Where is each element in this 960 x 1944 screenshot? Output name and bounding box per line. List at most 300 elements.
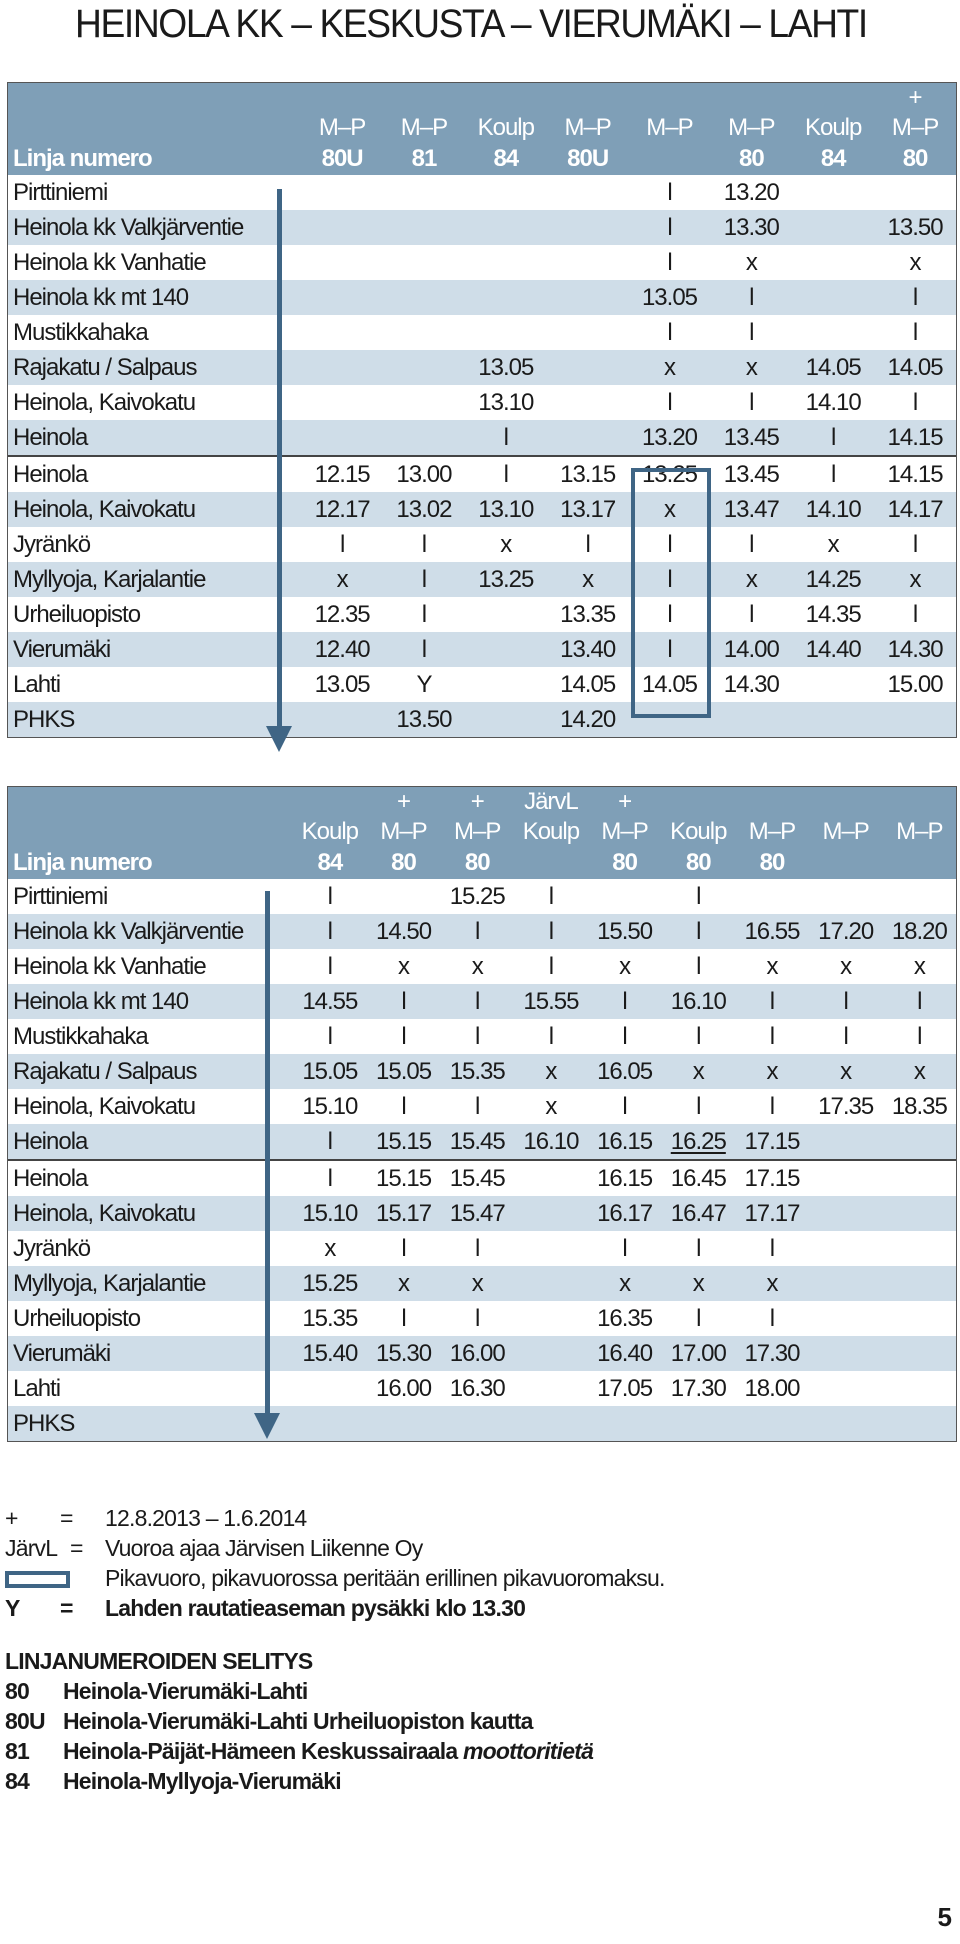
stop-name: Urheiluopisto [13, 1304, 141, 1332]
departure-time: l [696, 1022, 701, 1050]
timetable-row [8, 1160, 956, 1196]
stop-name: Heinola, Kaivokatu [13, 388, 196, 416]
legend-row-express [5, 1563, 665, 1593]
departure-time: l [769, 1092, 775, 1120]
departure-time [465, 315, 547, 350]
departure-time [735, 1406, 809, 1441]
departure-time: l [367, 984, 441, 1019]
departure-time: 15.40 [293, 1336, 367, 1371]
timetable-row [8, 315, 956, 350]
departure-time [883, 1371, 957, 1406]
departure-time: 13.17 [547, 492, 629, 527]
departure-time: 13.15 [547, 456, 629, 492]
departure-time: l [809, 984, 883, 1019]
departure-time: x [500, 530, 512, 558]
departure-time: 18.00 [744, 1374, 800, 1402]
departure-time: x [301, 562, 383, 597]
timetable-row [8, 1231, 956, 1266]
stop-name: Pirttiniemi [13, 882, 108, 910]
header-cell: M–P [874, 113, 956, 143]
header-cell [383, 83, 465, 113]
departure-time [465, 175, 547, 210]
timetable-row [8, 350, 956, 385]
legend-symbol: JärvL [5, 1534, 58, 1561]
departure-time: 17.35 [818, 1092, 874, 1120]
departure-time: 13.20 [723, 178, 779, 206]
departure-time [293, 1371, 367, 1406]
stop-name: Heinola kk mt 140 [8, 984, 293, 1019]
header-label [8, 113, 301, 143]
departure-time: l [769, 1022, 775, 1050]
departure-time: l [383, 632, 465, 667]
header-cell: 80 [661, 847, 735, 879]
departure-time: x [367, 1266, 441, 1301]
header-label: Linja numero [8, 847, 293, 879]
route-arrow-line-2 [265, 891, 270, 1416]
stop-name: Heinola [8, 1160, 293, 1196]
departure-time: 14.15 [874, 420, 956, 456]
departure-time: 14.30 [874, 632, 956, 667]
departure-time: 14.10 [805, 388, 861, 416]
explanation-row [5, 1706, 593, 1736]
departure-time: 16.00 [376, 1374, 432, 1402]
departure-time: l [327, 952, 333, 980]
header-label [8, 787, 293, 817]
header-cell: M–P [629, 113, 711, 143]
departure-time: 14.00 [710, 632, 792, 667]
stop-name: Heinola, Kaivokatu [8, 1196, 293, 1231]
header-cell: Koulp [514, 817, 588, 847]
departure-time: 16.45 [661, 1160, 735, 1196]
departure-time [367, 879, 441, 914]
timetable-row [8, 527, 956, 562]
departure-time: 16.55 [735, 914, 809, 949]
departure-time [301, 350, 383, 385]
departure-time [809, 1124, 883, 1160]
departure-time: l [749, 530, 754, 558]
stop-name: PHKS [8, 702, 301, 737]
line-description: Heinola-Vierumäki-Lahti Urheiluopiston kautta [63, 1707, 533, 1734]
departure-time: x [766, 952, 778, 980]
departure-time [883, 1301, 957, 1336]
timetable-2-table [8, 787, 956, 1441]
route-arrow-head-2 [254, 1413, 280, 1439]
header-cell: 84 [792, 143, 874, 175]
stop-name: Heinola kk Vanhatie [13, 952, 206, 980]
legend-equals: = [60, 1504, 73, 1531]
stop-name: Lahti [13, 1374, 61, 1402]
departure-time: l [585, 530, 590, 558]
explanation-row [5, 1766, 593, 1796]
header-cell [301, 83, 383, 113]
departure-time [809, 1160, 883, 1196]
departure-time: 13.10 [465, 492, 547, 527]
departure-time [465, 597, 547, 632]
departure-time: x [735, 1266, 809, 1301]
departure-time: l [383, 562, 465, 597]
header-cell [629, 83, 711, 113]
departure-time: l [667, 318, 672, 346]
header-cell: M–P [735, 817, 809, 847]
departure-time: x [883, 1054, 957, 1089]
departure-time: l [917, 1022, 922, 1050]
departure-time: 17.15 [735, 1160, 809, 1196]
legend [5, 1503, 665, 1623]
departure-time: l [769, 1234, 775, 1262]
legend-text: Lahden rautatieaseman pysäkki klo 13.30 [105, 1594, 526, 1621]
departure-time [301, 210, 383, 245]
departure-time: 13.25 [629, 456, 711, 492]
departure-time: x [619, 952, 631, 980]
departure-time [514, 1196, 588, 1231]
departure-time: l [696, 1092, 701, 1120]
departure-time [809, 879, 883, 914]
header-label: Linja numero [8, 143, 301, 175]
departure-time: 14.15 [874, 456, 956, 492]
departure-time: 15.05 [367, 1054, 441, 1089]
departure-time: 13.30 [710, 210, 792, 245]
departure-time [383, 280, 465, 315]
header-cell [465, 83, 547, 113]
departure-time [383, 350, 465, 385]
timetable-row [8, 597, 956, 632]
header-cell: Koulp [293, 817, 367, 847]
departure-time [514, 1336, 588, 1371]
departure-time: 14.05 [641, 670, 698, 698]
timetable-2 [7, 786, 957, 1442]
departure-time [301, 315, 383, 350]
departure-time: l [421, 600, 427, 628]
timetable-row [8, 1371, 956, 1406]
departure-time [465, 632, 547, 667]
departure-time: 14.10 [792, 492, 874, 527]
header-cell: M–P [883, 817, 957, 847]
departure-time [465, 280, 547, 315]
route-arrow-line-1 [277, 189, 282, 729]
header-cell: Koulp [661, 817, 735, 847]
departure-time: l [735, 984, 809, 1019]
departure-time [383, 385, 465, 420]
legend-row-plus [5, 1503, 665, 1533]
departure-time [883, 1336, 957, 1371]
header-cell [293, 787, 367, 817]
timetable-row [8, 1406, 956, 1441]
departure-time [440, 1406, 514, 1441]
header-cell: M–P [440, 817, 514, 847]
departure-time: 13.05 [314, 670, 370, 698]
departure-time: x [710, 350, 792, 385]
timetable-row [8, 420, 956, 456]
departure-time [293, 1406, 367, 1441]
departure-time: 17.05 [597, 1374, 653, 1402]
departure-time: l [769, 1304, 775, 1332]
timetable-row [8, 456, 956, 492]
timetable-row [8, 667, 956, 702]
departure-time: x [324, 1234, 336, 1262]
timetable-row [8, 385, 956, 420]
timetable-row [8, 280, 956, 315]
timetable-row [8, 1336, 956, 1371]
timetable-row [8, 1266, 956, 1301]
header-cell: 80 [710, 143, 792, 175]
departure-time: 16.00 [440, 1336, 514, 1371]
departure-time: l [696, 952, 701, 980]
legend-symbol: + [5, 1504, 18, 1531]
timetable-row [8, 984, 956, 1019]
header-cell: 80 [440, 847, 514, 879]
departure-time [383, 420, 465, 456]
departure-time [301, 280, 383, 315]
departure-time [301, 420, 383, 456]
departure-time: x [745, 248, 757, 276]
stop-name: Heinola, Kaivokatu [13, 1092, 196, 1120]
departure-time: 15.17 [367, 1196, 441, 1231]
departure-time: l [421, 530, 427, 558]
departure-time: 14.25 [792, 562, 874, 597]
departure-time: x [514, 1054, 588, 1089]
line-code: 81 [5, 1737, 29, 1764]
departure-time: x [398, 952, 410, 980]
departure-time: 13.20 [629, 420, 711, 456]
departure-time: l [475, 1092, 480, 1120]
departure-time [514, 1231, 588, 1266]
stop-name: Myllyoja, Karjalantie [8, 1266, 293, 1301]
departure-time [883, 1160, 957, 1196]
departure-time: 14.05 [874, 350, 956, 385]
timetable-row [8, 1019, 956, 1054]
departure-time: 15.47 [440, 1196, 514, 1231]
departure-time: l [465, 456, 547, 492]
departure-time [735, 879, 809, 914]
timetable-row [8, 492, 956, 527]
departure-time: 13.05 [465, 350, 547, 385]
departure-time [809, 1336, 883, 1371]
departure-time: l [667, 530, 672, 558]
header-cell: + [367, 787, 441, 817]
departure-time [792, 667, 874, 702]
departure-time: 16.15 [588, 1160, 662, 1196]
stop-name: Heinola, Kaivokatu [8, 492, 301, 527]
header-row [8, 847, 956, 879]
stop-name: Jyränkö [13, 530, 91, 558]
departure-time: 15.05 [293, 1054, 367, 1089]
departure-time [301, 702, 383, 737]
departure-time: 18.20 [883, 914, 957, 949]
departure-time: x [735, 1054, 809, 1089]
departure-time: 15.45 [440, 1160, 514, 1196]
departure-time: 14.55 [293, 984, 367, 1019]
departure-time: 12.35 [314, 600, 370, 628]
explanation-row [5, 1676, 593, 1706]
departure-time [465, 210, 547, 245]
departure-time: l [749, 600, 754, 628]
legend-text: Vuoroa ajaa Järvisen Liikenne Oy [105, 1534, 423, 1561]
header-cell: 80 [735, 847, 809, 879]
departure-time: 16.15 [588, 1124, 662, 1160]
departure-time: l [912, 318, 918, 346]
stop-name: Heinola kk Valkjärventie [8, 914, 293, 949]
departure-time: l [667, 178, 672, 206]
stop-name: Vierumäki [8, 632, 301, 667]
header-cell: 80U [301, 143, 383, 175]
line-description: Heinola-Päijät-Hämeen Keskussairaala [63, 1737, 463, 1764]
departure-time: 17.30 [670, 1374, 726, 1402]
departure-time: 16.35 [597, 1304, 653, 1332]
departure-time: 17.15 [735, 1124, 809, 1160]
line-code: 80 [5, 1677, 29, 1704]
timetable-1 [7, 82, 957, 738]
legend-row-y [5, 1593, 665, 1623]
timetable-row [8, 245, 956, 280]
departure-time: x [874, 562, 956, 597]
stop-name: Mustikkahaka [13, 318, 148, 346]
departure-time: l [293, 1124, 367, 1160]
stop-name: Pirttiniemi [13, 178, 108, 206]
departure-time: l [514, 914, 588, 949]
stop-name: Vierumäki [8, 1336, 293, 1371]
stop-name: Heinola [8, 1124, 293, 1160]
departure-time [883, 1406, 957, 1441]
departure-time: 15.00 [887, 670, 943, 698]
departure-time: l [401, 1234, 406, 1262]
header-cell: + [588, 787, 662, 817]
departure-time: l [622, 1022, 627, 1050]
departure-time: l [912, 600, 918, 628]
timetable-row [8, 210, 956, 245]
departure-time [792, 210, 874, 245]
departure-time: l [401, 1092, 406, 1120]
departure-time: x [809, 1054, 883, 1089]
departure-time: 15.15 [367, 1160, 441, 1196]
departure-time [514, 1301, 588, 1336]
timetable-1-table [8, 83, 956, 737]
departure-time [465, 245, 547, 280]
departure-time [383, 210, 465, 245]
departure-time: l [475, 1234, 480, 1262]
header-cell [809, 847, 883, 879]
departure-time: 15.30 [367, 1336, 441, 1371]
departure-time: 16.40 [588, 1336, 662, 1371]
departure-time: 15.55 [514, 984, 588, 1019]
departure-time: l [883, 984, 957, 1019]
departure-time [809, 1406, 883, 1441]
departure-time: 15.10 [302, 1092, 358, 1120]
departure-time: 15.50 [588, 914, 662, 949]
departure-time [514, 1371, 588, 1406]
departure-time: l [629, 562, 711, 597]
departure-time: 12.40 [301, 632, 383, 667]
departure-time [883, 879, 957, 914]
stop-name: Urheiluopisto [13, 600, 141, 628]
departure-time: l [475, 1022, 480, 1050]
departure-time: x [547, 562, 629, 597]
departure-time: 15.10 [293, 1196, 367, 1231]
departure-time: Y [416, 670, 432, 698]
departure-time [792, 315, 874, 350]
departure-time [661, 1406, 735, 1441]
header-cell: M–P [383, 113, 465, 143]
departure-time: l [696, 1304, 701, 1332]
departure-time [809, 1266, 883, 1301]
departure-time [874, 702, 956, 737]
departure-time [383, 245, 465, 280]
header-cell [710, 83, 792, 113]
departure-time: l [912, 388, 918, 416]
stop-name: Heinola [8, 420, 301, 456]
express-box-icon [5, 1571, 70, 1588]
stop-name: Myllyoja, Karjalantie [8, 562, 301, 597]
departure-time: l [792, 420, 874, 456]
departure-time: 13.00 [383, 456, 465, 492]
departure-time [547, 210, 629, 245]
departure-time: 16.30 [449, 1374, 505, 1402]
departure-time: 14.05 [560, 670, 616, 698]
departure-time: l [843, 1022, 848, 1050]
timetable-row [8, 1124, 956, 1160]
departure-time: x [471, 952, 483, 980]
header-row [8, 143, 956, 175]
departure-time: l [339, 530, 345, 558]
header-label [8, 817, 293, 847]
departure-time: 17.30 [735, 1336, 809, 1371]
departure-time: l [440, 984, 514, 1019]
departure-time: x [588, 1266, 662, 1301]
header-cell: + [874, 83, 956, 113]
departure-time: x [661, 1054, 735, 1089]
departure-time: l [667, 600, 672, 628]
header-cell [809, 787, 883, 817]
stop-name: Rajakatu / Salpaus [8, 1054, 293, 1089]
departure-time: 14.30 [723, 670, 779, 698]
departure-time: l [475, 1304, 480, 1332]
departure-time: 13.47 [710, 492, 792, 527]
timetable-row [8, 949, 956, 984]
departure-time: l [696, 1234, 701, 1262]
header-cell: 80 [367, 847, 441, 879]
departure-time: x [440, 1266, 514, 1301]
header-row [8, 83, 956, 113]
departure-time: l [548, 1022, 554, 1050]
departure-time [465, 702, 547, 737]
departure-time: x [710, 562, 792, 597]
departure-time: x [629, 492, 711, 527]
departure-time: 13.50 [383, 702, 465, 737]
header-row [8, 113, 956, 143]
header-cell [629, 143, 711, 175]
departure-time: 15.35 [440, 1054, 514, 1089]
departure-time: 17.20 [809, 914, 883, 949]
line-code: 84 [5, 1767, 29, 1794]
timetable-row [8, 914, 956, 949]
header-cell: M–P [588, 817, 662, 847]
header-cell [514, 847, 588, 879]
header-cell: + [440, 787, 514, 817]
departure-time: x [661, 1266, 735, 1301]
timetable-row [8, 879, 956, 914]
departure-time: 18.35 [891, 1092, 947, 1120]
departure-time: 17.17 [735, 1196, 809, 1231]
stop-name: Heinola kk Valkjärventie [8, 210, 301, 245]
departure-time [792, 280, 874, 315]
line-description-italic: moottoritietä [462, 1737, 594, 1764]
departure-time: 16.17 [588, 1196, 662, 1231]
departure-time: l [440, 914, 514, 949]
departure-time [883, 1196, 957, 1231]
departure-time: 16.10 [661, 984, 735, 1019]
explanation-row [5, 1736, 593, 1766]
departure-time [547, 245, 629, 280]
departure-time [588, 1406, 662, 1441]
